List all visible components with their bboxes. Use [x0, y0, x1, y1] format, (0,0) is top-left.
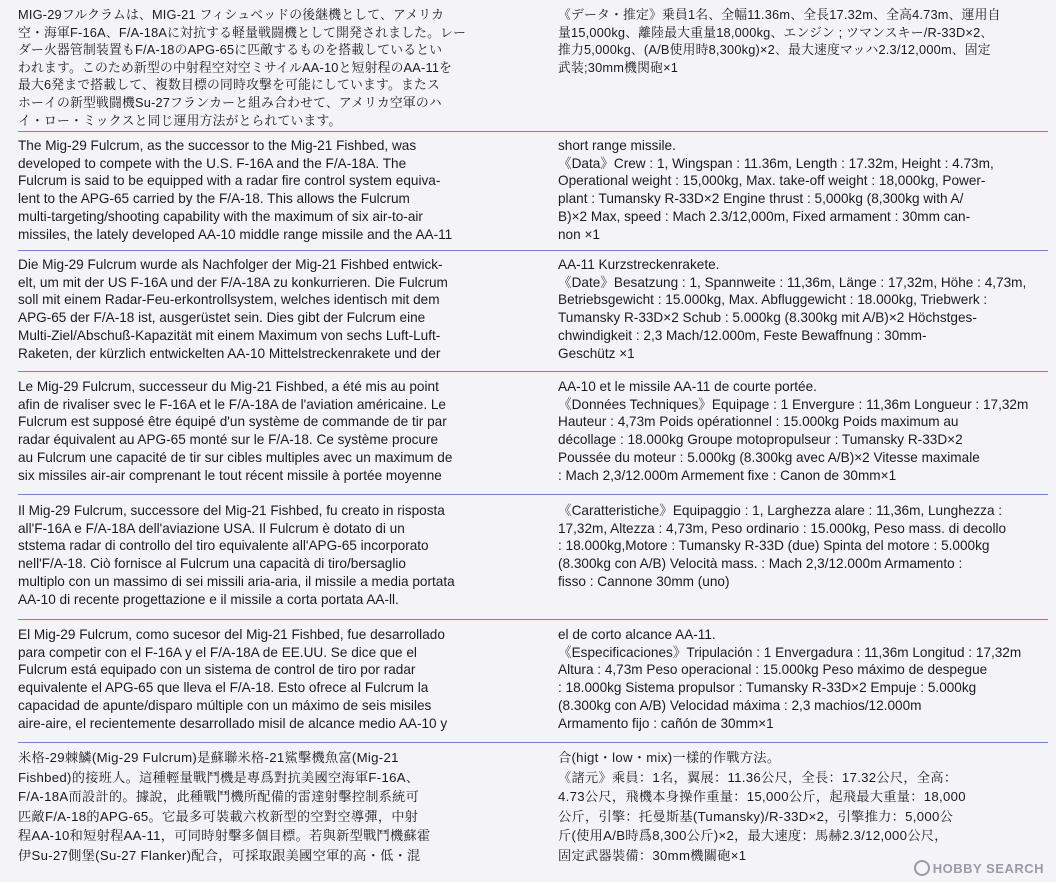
description-text: Die Mig-29 Fulcrum wurde als Nachfolger der Mig-21 Fishbed entwick- elt, um mit der US F-16A und der F/A-18A zu konkurrieren. Die Fulcrum soll mit einem Radar-Feu-erkontrollsystem, welches identisch mit dem APG-65 der F/A-18 ist, ausgerüstet sein. Dies gibt der Fulcrum eine Multi-Ziel/Abschuß-Kapazität mit einem Maximum von sechs Luft-Luft- Raketen, der kürzlich entwickelten AA-10 Mittelstreckenrakete und der: [18, 257, 448, 361]
section-divider: [18, 742, 1048, 743]
section-german: [0, 256, 1056, 368]
description-text: MIG-29フルクラムは、MIG-21 フィシュベッドの後継機として、アメリカ 空・海軍F-16A、F/A-18Aに対抗する軽量戦闘機として開発されました。レー ダー火器管制装置もF/A-18のAPG-65に匹敵するものを搭載しているとい われます。このため新型の中射程空対空ミサイルAA-10と短射程のAA-11を 最大6発まで搭載して、複数目標の同時攻撃を可能にしています。またス ホーイの新型戦闘機Su-27フランカーと組み合わせて、アメリカ空軍のハ イ・ロー・ミックスと同じ運用方法がとられています。: [18, 7, 467, 128]
section-divider: [18, 131, 1048, 132]
specifications-text: 《データ・推定》乗員1名、全幅11.36m、全長17.32m、全高4.73m、運用自 量15,000kg、離陸最大重量18,000kg、エンジン ; ツマンスキー/R-33D×2、 推力5,000kg、(A/B使用時8,300kg)×2、最大速度マッハ2.3/12,000m、固定 武装;30mm機関砲×1: [558, 7, 1001, 75]
specifications-text: 合(higt・low・mix)一樣的作戰方法。 《諸元》乘員：1名，翼展：11.36公尺，全長：17.32公尺，全高： 4.73公尺，飛機本身操作重量：15,000公斤，起飛最大重量：18,000 公斤，引擎：托曼斯基(Tumansky)/R-33D×2，引擎推力：5,000公 斤(使用A/B時爲8,300公斤)×2，最大速度：馬赫2.3/12,000公尺， 固定武器裝備：30mm機關砲×1: [558, 750, 966, 863]
watermark-logo-text: HOBBY SEARCH: [932, 861, 1044, 876]
section-spanish-specifications: [558, 626, 1046, 732]
description-text: The Mig-29 Fulcrum, as the successor to the Mig-21 Fishbed, was developed to compete with the U.S. F-16A and the F/A-18A. The Fulcrum is said to be equipped with a radar fire control system equiva- lent to the APG-65 carried by the F/A-18. This allows the Fulcrum multi-targeting/shooting capability with the maximum of six air-to-air missiles, the lately developed AA-10 middle range missile and the AA-11: [18, 138, 453, 242]
specifications-text: AA-10 et le missile AA-11 de courte portée. 《Données Techniques》Equipage : 1 Envergure : 11,36m Longueur : 17,32m Hauteur : 4,73m Poids opérationnel : 15.000kg Poids maximum au décollage : 18.000kg Groupe motopropulseur : Tumansky R-33D×2 Poussée du moteur : 5.000kg (8.300kg avec A/B)×2 Vitesse maximale : Mach 2,3/12.000m Armement fixe : Canon de 30mm×1: [558, 379, 1029, 483]
specifications-text: AA-11 Kurzstreckenrakete. 《Date》Besatzung : 1, Spannweite : 11,36m, Länge : 17,32m, Höhe : 4,73m, Betriebsgewicht : 15.000kg, Max. Abfluggewicht : 18.000kg, Triebwerk : Tumansky R-33D×2 Schub : 5.000kg (8.300kg mit A/B)×2 Höchstges- chwindigkeit : 2,3 Mach/12.000m, Feste Bewaffnung : 30mm- Geschütz ×1: [558, 257, 1027, 361]
specifications-text: el de corto alcance AA-11. 《Especificaciones》Tripulación : 1 Envergadura : 11,36m Longitud : 17,32m Altura : 4,73m Peso operacional : 15.000kg Peso máximo de despegue : 18.000kg Sistema propulsor : Tumansky R-33D×2 Empuje : 5.000kg (8.300kg con A/B) Velocidad máxima : 2,3 machios/12.000m Armamento fijo : cañón de 30mm×1: [558, 627, 1022, 731]
specifications-text: short range missile. 《Data》Crew : 1, Wingspan : 11.36m, Length : 17.32m, Height : 4.73m, Operational weight : 15,000kg, Max. take-off weight : 18,000kg, Power- plant : Tumansky R-33D×2 Engine thrust : 5,000kg (8,300kg with A/ B)×2 Max, speed : Mach 2.3/12,000m, Fixed armament : 30mm can- non ×1: [558, 138, 994, 242]
section-german-description: [18, 256, 518, 362]
section-japanese-specifications: [558, 6, 1046, 76]
section-chinese-specifications: [558, 748, 1046, 865]
section-french-specifications: [558, 378, 1046, 484]
section-japanese: [0, 6, 1056, 128]
section-english: [0, 137, 1056, 249]
section-divider: [18, 494, 1048, 495]
section-chinese-description: [18, 748, 518, 865]
description-text: El Mig-29 Fulcrum, como sucesor del Mig-21 Fishbed, fue desarrollado para competir con el F-16A y el F/A-18A de EE.UU. Se dice que el Fulcrum está equipado con un sistema de control de tiro por radar equivalente el APG-65 que lleva el F/A-18. Esto ofrece al Fulcrum la capacidad de apunte/disparo múltiple con un máximo de seis misiles aire-aire, el recientemente desarrollado misil de alcance medio AA-10 y: [18, 627, 448, 731]
logo-mark-icon: [914, 860, 930, 876]
section-german-specifications: [558, 256, 1046, 362]
section-spanish-description: [18, 626, 518, 732]
section-english-specifications: [558, 137, 1046, 243]
section-italian-specifications: [558, 502, 1046, 591]
section-chinese: [0, 748, 1056, 873]
description-text: 米格-29棘鱗(Mig-29 Fulcrum)是蘇聯米格-21鯊擊機魚富(Mig-21 Fishbed)的接班人。這種輕量戰鬥機是專爲對抗美國空海軍F-16A、 F/A-18A而設計的。據說，此種戰鬥機所配備的雷達射擊控制系統可 匹敵F/A-18的APG-65。它最多可裝載六枚新型的空對空導彈，中射 程AA-10和短射程AA-11，可同時射擊多個目標。若與新型戰鬥機蘇霍 伊Su-27側堡(Su-27 Flanker)配合，可採取跟美國空軍的高・低・混: [18, 750, 431, 863]
description-text: Le Mig-29 Fulcrum, successeur du Mig-21 Fishbed, a été mis au point afin de rivaliser svec le F-16A et le F/A-18A de l'aviation américaine. Le Fulcrum est supposé être équipé d'un système de commande de tir par radar équivalent au APG-65 monté sur le F/A-18. Ce système procure au Fulcrum une capacité de tir sur cibles multiples avec un maximum de six missiles air-air comprenant le tout récent missile à portée moyenne: [18, 379, 453, 483]
section-japanese-description: [18, 6, 518, 129]
section-divider: [18, 371, 1048, 372]
watermark-logo: [914, 860, 1044, 876]
section-divider: [18, 619, 1048, 620]
section-italian-description: [18, 502, 518, 608]
specifications-text: 《Caratteristiche》Equipaggio : 1, Larghezza alare : 11,36m, Lunghezza : 17,32m, Altezza : 4,73m, Peso ordinario : 15.000kg, Peso mass. di decollo : 18.000kg,Motore : Tumansky R-33D (due) Spinta del motore : 5.000kg (8.300kg con A/B) Velocità mass. : Mach 2,3/12.000m Armamento : fisso : Cannone 30mm (uno): [558, 503, 1007, 589]
section-french: [0, 378, 1056, 490]
section-english-description: [18, 137, 518, 243]
description-text: Il Mig-29 Fulcrum, successore del Mig-21 Fishbed, fu creato in risposta all'F-16A e F/A-18A dell'aviazione USA. Il Fulcrum è dotato di un ststema radar di controllo del tiro equivalente all'APG-65 incorporato nell'F/A-18. Ciò fornisce al Fulcrum una capacità di tiro/bersaglio multiplo con un massimo di sei missili aria-aria, il missile a media portata AA-10 di recente progettazione e il missile a corta portata AA-ll.: [18, 503, 455, 607]
section-spanish: [0, 626, 1056, 738]
section-divider: [18, 250, 1048, 251]
section-italian: [0, 502, 1056, 614]
section-french-description: [18, 378, 518, 484]
